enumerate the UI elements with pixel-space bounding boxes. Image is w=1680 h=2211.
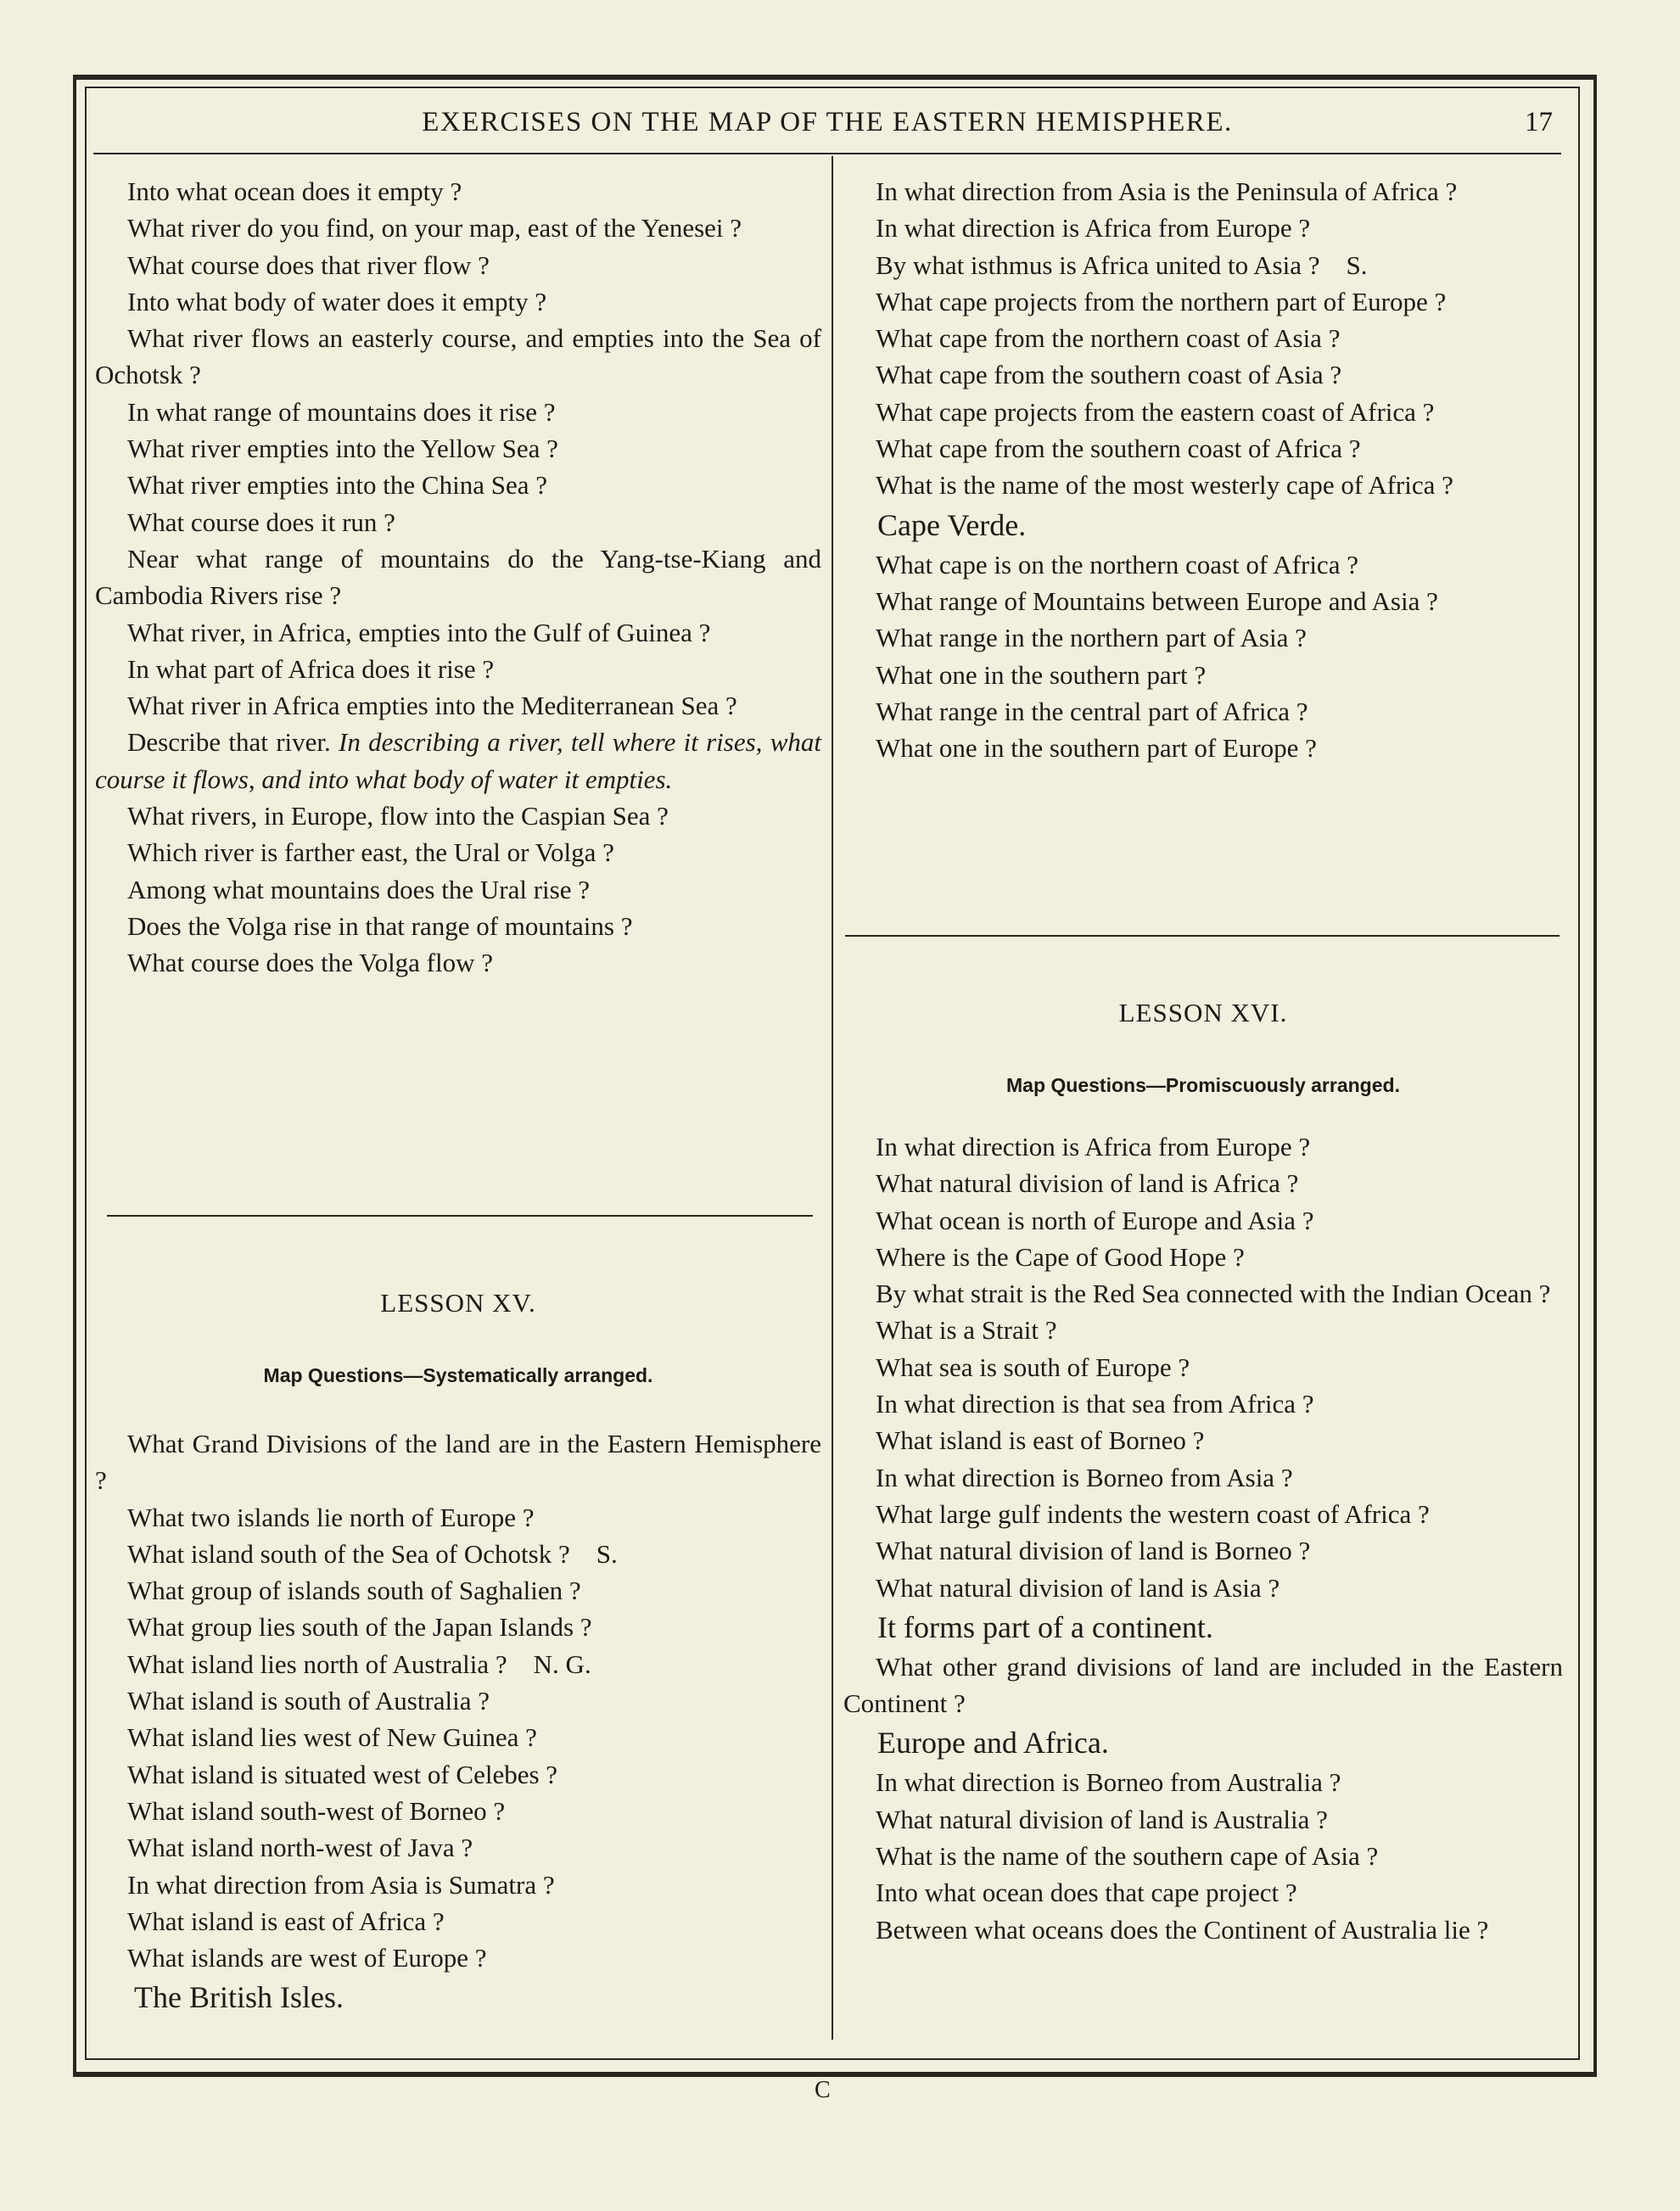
question: In what direction is Africa from Europe ?: [876, 1132, 1311, 1161]
question: What group lies south of the Japan Islands ?: [127, 1612, 592, 1643]
question: Into what body of water does it empty ?: [127, 286, 547, 316]
question: What river flows an easterly course, and empties into the Sea of Ochotsk ?: [95, 323, 821, 390]
question: What island is east of Borneo ?: [876, 1425, 1205, 1456]
question: What natural division of land is Asia ?: [876, 1572, 1280, 1603]
question: What cape from the northern coast of Asia ?: [876, 323, 1341, 354]
question: Into what ocean does that cape project ?: [876, 1878, 1297, 1908]
question: What two islands lie north of Europe ?: [127, 1502, 535, 1532]
question: In what direction is Borneo from Australia ?: [876, 1767, 1341, 1798]
question: Which river is farther east, the Ural or Volga ?: [127, 837, 614, 868]
question: Between what oceans does the Continent of Australia lie ?: [876, 1914, 1489, 1945]
question: What ocean is north of Europe and Asia ?: [876, 1205, 1314, 1235]
left-column-top: [95, 173, 821, 982]
lesson-16-questions: [843, 1128, 1563, 1948]
question: What island lies north of Australia ? N. G.: [127, 1648, 591, 1679]
question: What rivers, in Europe, flow into the Caspian Sea ?: [127, 801, 669, 831]
question: In what direction is Africa from Europe ?: [876, 213, 1311, 243]
describe-lead: Describe that river.: [127, 727, 331, 758]
question: What island is east of Africa ?: [127, 1906, 445, 1936]
right-column-top: [843, 173, 1563, 766]
question: In what direction from Asia is the Peninsula of Africa ?: [876, 176, 1458, 206]
lesson-15-title: LESSON XV.: [380, 1288, 536, 1318]
question: What cape projects from the eastern coast of Africa ?: [876, 396, 1435, 427]
answer: The British Isles.: [134, 1980, 344, 2015]
question: In what direction from Asia is Sumatra ?: [127, 1869, 555, 1900]
question: What cape from the southern coast of Asia ?: [876, 360, 1342, 390]
signature-mark: C: [815, 2077, 831, 2103]
page-number: 17: [1525, 107, 1553, 137]
lesson-15-subtitle: Map Questions—Systematically arranged.: [263, 1364, 653, 1386]
page-title: EXERCISES ON THE MAP OF THE EASTERN HEMISPHERE.: [422, 107, 1233, 137]
question: What one in the southern part ?: [876, 659, 1207, 690]
question: What course does it run ?: [127, 507, 395, 537]
question: What river in Africa empties into the Mediterranean Sea ?: [127, 691, 737, 721]
question: Near what range of mountains do the Yang-tse-Kiang and Cambodia Rivers rise ?: [95, 543, 821, 611]
question: What island is south of Australia ?: [127, 1686, 490, 1716]
question: What is the name of the most westerly cape of Africa ?: [876, 470, 1453, 501]
question: What island north-west of Java ?: [127, 1833, 473, 1863]
question: What river empties into the Yellow Sea ?: [127, 434, 558, 464]
question: What course does that river flow ?: [127, 249, 490, 280]
question: What river do you find, on your map, east of the Yenesei ?: [127, 213, 742, 243]
question: What group of islands south of Saghalien ?: [127, 1576, 581, 1606]
describe-river-paragraph: [95, 724, 821, 798]
question: What Grand Divisions of the land are in the Eastern Hemisphere ?: [95, 1429, 821, 1496]
question: Into what ocean does it empty ?: [127, 176, 462, 206]
question: By what strait is the Red Sea connected with the Indian Ocean ?: [876, 1279, 1551, 1309]
question: What natural division of land is Borneo ?: [876, 1536, 1311, 1566]
question: Does the Volga rise in that range of mountains ?: [127, 910, 633, 941]
question: What river empties into the China Sea ?: [127, 470, 547, 501]
question: What large gulf indents the western coast of Africa ?: [876, 1498, 1430, 1529]
question: In what direction is Borneo from Asia ?: [876, 1462, 1293, 1492]
describe-instruction: In describing a river, tell where it rises, what course it flows, and into what body of water it empties.: [95, 727, 821, 794]
question: What course does the Volga flow ?: [127, 948, 494, 978]
question: In what direction is that sea from Africa ?: [876, 1389, 1314, 1419]
section-rule-right: [845, 935, 1560, 937]
question: What range in the northern part of Asia ?: [876, 623, 1307, 653]
lesson-15-questions: [95, 1425, 821, 2018]
question: What natural division of land is Africa ?: [876, 1168, 1299, 1199]
lesson-16-title: LESSON XVI.: [1118, 998, 1288, 1027]
question: What island lies west of New Guinea ?: [127, 1722, 537, 1753]
question: What one in the southern part of Europe ?: [876, 733, 1317, 764]
lesson-16-subtitle: Map Questions—Promiscuously arranged.: [1006, 1074, 1400, 1096]
question: What range in the central part of Africa ?: [876, 696, 1308, 726]
question: What range of Mountains between Europe and Asia ?: [876, 585, 1438, 616]
question: What natural division of land is Australia ?: [876, 1804, 1328, 1834]
question: By what isthmus is Africa united to Asia ? S.: [876, 249, 1368, 280]
question: What river, in Africa, empties into the Gulf of Guinea ?: [127, 617, 711, 647]
question: What is the name of the southern cape of Asia ?: [876, 1841, 1379, 1872]
answer: Europe and Africa.: [877, 1726, 1109, 1760]
question: What cape from the southern coast of Africa ?: [876, 434, 1361, 464]
header-rule: [93, 153, 1561, 154]
section-rule-left: [107, 1215, 813, 1217]
column-divider: [832, 156, 833, 2040]
question: In what part of Africa does it rise ?: [127, 653, 495, 684]
question: What cape is on the northern coast of Africa ?: [876, 549, 1358, 579]
question: What island south of the Sea of Ochotsk ? S.: [127, 1538, 618, 1569]
question: What sea is south of Europe ?: [876, 1352, 1190, 1382]
question: What island south-west of Borneo ?: [127, 1795, 506, 1826]
question: What is a Strait ?: [876, 1315, 1057, 1346]
question: What islands are west of Europe ?: [127, 1943, 487, 1973]
running-header: [93, 107, 1561, 149]
question: What other grand divisions of land are included in the Eastern Continent ?: [843, 1651, 1563, 1719]
question: What island is situated west of Celebes ?: [127, 1759, 558, 1789]
answer: It forms part of a continent.: [877, 1609, 1213, 1644]
question: What cape projects from the northern part of Europe ?: [876, 286, 1447, 316]
answer: Cape Verde.: [877, 507, 1027, 542]
question: Where is the Cape of Good Hope ?: [876, 1241, 1245, 1272]
question: Among what mountains does the Ural rise ?: [127, 874, 590, 904]
question: In what range of mountains does it rise ?: [127, 396, 556, 427]
